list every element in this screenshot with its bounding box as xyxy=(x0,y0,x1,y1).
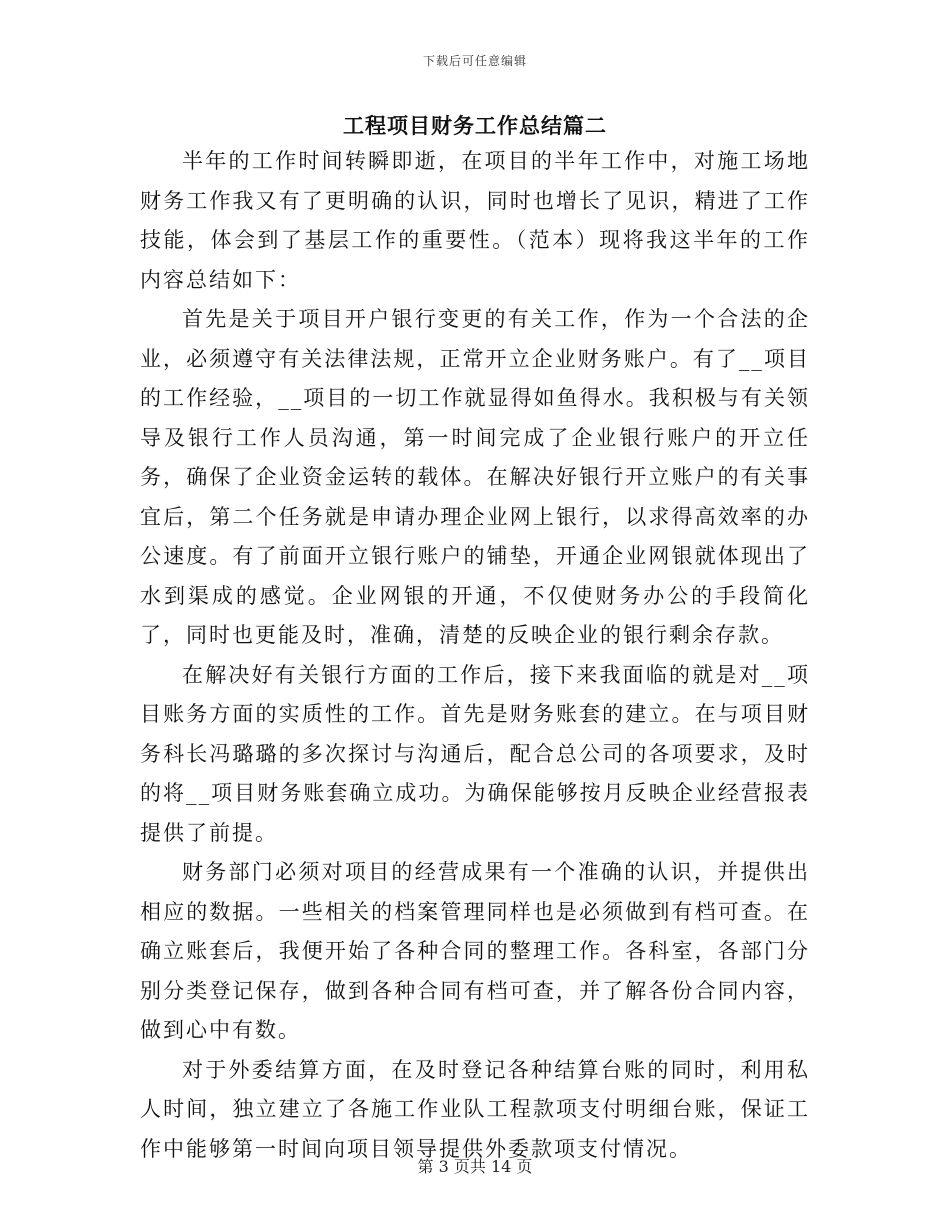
paragraph-archive-management: 财务部门必须对项目的经营成果有一个准确的认识，并提供出相应的数据。一些相关的档案管理同样也是必须做到有档可查。在确立账套后，我便开始了各种合同的整理工作。各科室，各部门分别分类登记保存，做到各种合同有档可查，并了解各份合同内容，做到心中有数。 xyxy=(140,860,810,1042)
paragraph-bank-account: 首先是关于项目开户银行变更的有关工作，作为一个合法的企业，必须遵守有关法律法规，正常开立企业财务账户。有了__项目的工作经验，__项目的一切工作就显得如鱼得水。我积极与有关领导及银行工作人员沟通，第一时间完成了企业银行账户的开立任务，确保了企业资金运转的载体。在解决好银行开立账户的有关事宜后，第二个任务就是申请办理企业网上银行，以求得高效率的办公速度。有了前面开立银行账户的铺垫，开通企业网银就体现出了水到渠成的感觉。企业网银的开通，不仅使财务办公的手段简化了，同时也更能及时，准确，清楚的反映企业的银行剩余存款。 xyxy=(140,307,810,647)
page-number-footer: 第 3 页共 14 页 xyxy=(417,1157,533,1176)
paragraph-outsourced-settlement: 对于外委结算方面，在及时登记各种结算台账的同时，利用私人时间，独立建立了各施工作业队工程款项支付明细台账，保证工作中能够第一时间向项目领导提供外委款项支付情况。 xyxy=(140,1057,810,1161)
paragraph-intro: 半年的工作时间转瞬即逝，在项目的半年工作中，对施工场地财务工作我又有了更明确的认识，同时也增长了见识，精进了工作技能，体会到了基层工作的重要性。（范本）现将我这半年的工作内容总结如下： xyxy=(140,149,810,292)
paragraph-accounting-setup: 在解决好有关银行方面的工作后，接下来我面临的就是对__项目账务方面的实质性的工作。首先是财务账套的建立。在与项目财务科长冯璐璐的多次探讨与沟通后，配合总公司的各项要求，及时的将__项目财务账套确立成功。为确保能够按月反映企业经营报表提供了前提。 xyxy=(140,662,810,845)
document-title: 工程项目财务工作总结篇二 xyxy=(343,114,607,138)
document-body xyxy=(140,142,810,1169)
header-note: 下载后可任意编辑 xyxy=(422,54,527,68)
